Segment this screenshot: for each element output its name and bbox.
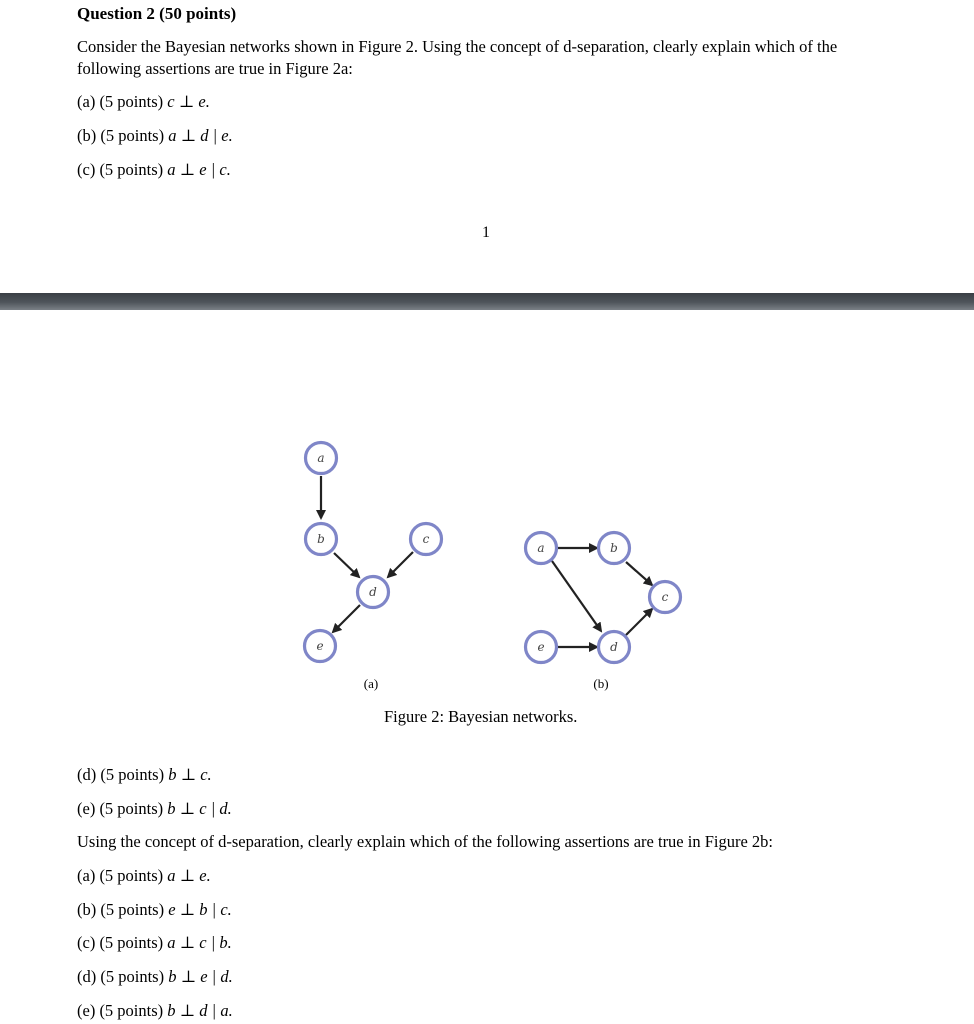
graph-b-node-e [526, 632, 557, 663]
graph-a-node-b [306, 524, 337, 555]
svg-text:e: e [316, 639, 324, 653]
graph-b-node-a [526, 533, 557, 564]
subcaption-a: (a) [363, 676, 379, 691]
item-expression: b ⊥ c. [168, 765, 212, 784]
item-expression: c ⊥ e. [167, 92, 210, 111]
edge-d-c [626, 609, 652, 635]
svg-text:d: d [369, 585, 377, 599]
item-expression: a ⊥ c | b. [167, 933, 232, 952]
edge-c-d [388, 552, 413, 577]
graph-a-node-a [306, 443, 337, 474]
graph-a-node-e [305, 631, 336, 662]
item-label: (e) (5 points) [77, 799, 164, 818]
page-number: 1 [482, 224, 490, 241]
svg-text:b: b [317, 532, 325, 546]
item-label: (c) (5 points) [77, 933, 164, 952]
item-expression: b ⊥ c | d. [167, 799, 232, 818]
part2-item-b [77, 900, 232, 920]
question-heading: Question 2 (50 points) [77, 4, 237, 23]
svg-text:e: e [537, 640, 545, 654]
part2-item-d [77, 967, 233, 987]
part2-item-a [77, 866, 211, 886]
item-label: (b) (5 points) [77, 900, 165, 919]
item-label: (c) (5 points) [77, 160, 164, 179]
intro-figure-2b: Using the concept of d-separation, clearly explain which of the following assertions are true in Figure 2b: [77, 832, 774, 851]
part2-item-c [77, 933, 232, 953]
item-expression: a ⊥ e. [167, 866, 211, 885]
item-label: (e) (5 points) [77, 1001, 164, 1020]
svg-text:a: a [537, 541, 545, 555]
graph-b-edges [552, 548, 652, 647]
item-label: (a) (5 points) [77, 92, 164, 111]
graph-a-node-d [358, 577, 389, 608]
part1-item-d [77, 765, 212, 785]
item-label: (d) (5 points) [77, 765, 165, 784]
subcaption-b: (b) [593, 676, 609, 691]
graph-b-node-c [650, 582, 681, 613]
graph-a-node-c [411, 524, 442, 555]
item-label: (a) (5 points) [77, 866, 164, 885]
edge-d-e [333, 605, 360, 632]
item-label: (b) (5 points) [77, 126, 165, 145]
item-label: (d) (5 points) [77, 967, 165, 986]
item-expression: a ⊥ e | c. [167, 160, 231, 179]
svg-text:a: a [317, 451, 325, 465]
svg-text:c: c [661, 590, 669, 604]
svg-text:b: b [610, 541, 618, 555]
intro-line-1: Consider the Bayesian networks shown in Figure 2. Using the concept of d-separation, clearly explain which of the [77, 37, 838, 56]
edge-b-c [626, 562, 652, 585]
svg-text:c: c [422, 532, 430, 546]
part1-item-e [77, 799, 232, 819]
graph-b-node-b [599, 533, 630, 564]
edge-b-d [334, 553, 359, 577]
svg-text:d: d [610, 640, 618, 654]
figure-caption: Figure 2: Bayesian networks. [384, 707, 578, 726]
graph-b-node-d [599, 632, 630, 663]
item-expression: b ⊥ d | a. [167, 1001, 233, 1020]
part2-item-e [77, 1001, 233, 1021]
item-expression: b ⊥ e | d. [168, 967, 233, 986]
edge-a-d [552, 561, 601, 631]
item-expression: e ⊥ b | c. [168, 900, 232, 919]
intro-line-2: following assertions are true in Figure 2a: [77, 59, 353, 78]
graph-a-edges [321, 476, 413, 632]
item-expression: a ⊥ d | e. [168, 126, 233, 145]
